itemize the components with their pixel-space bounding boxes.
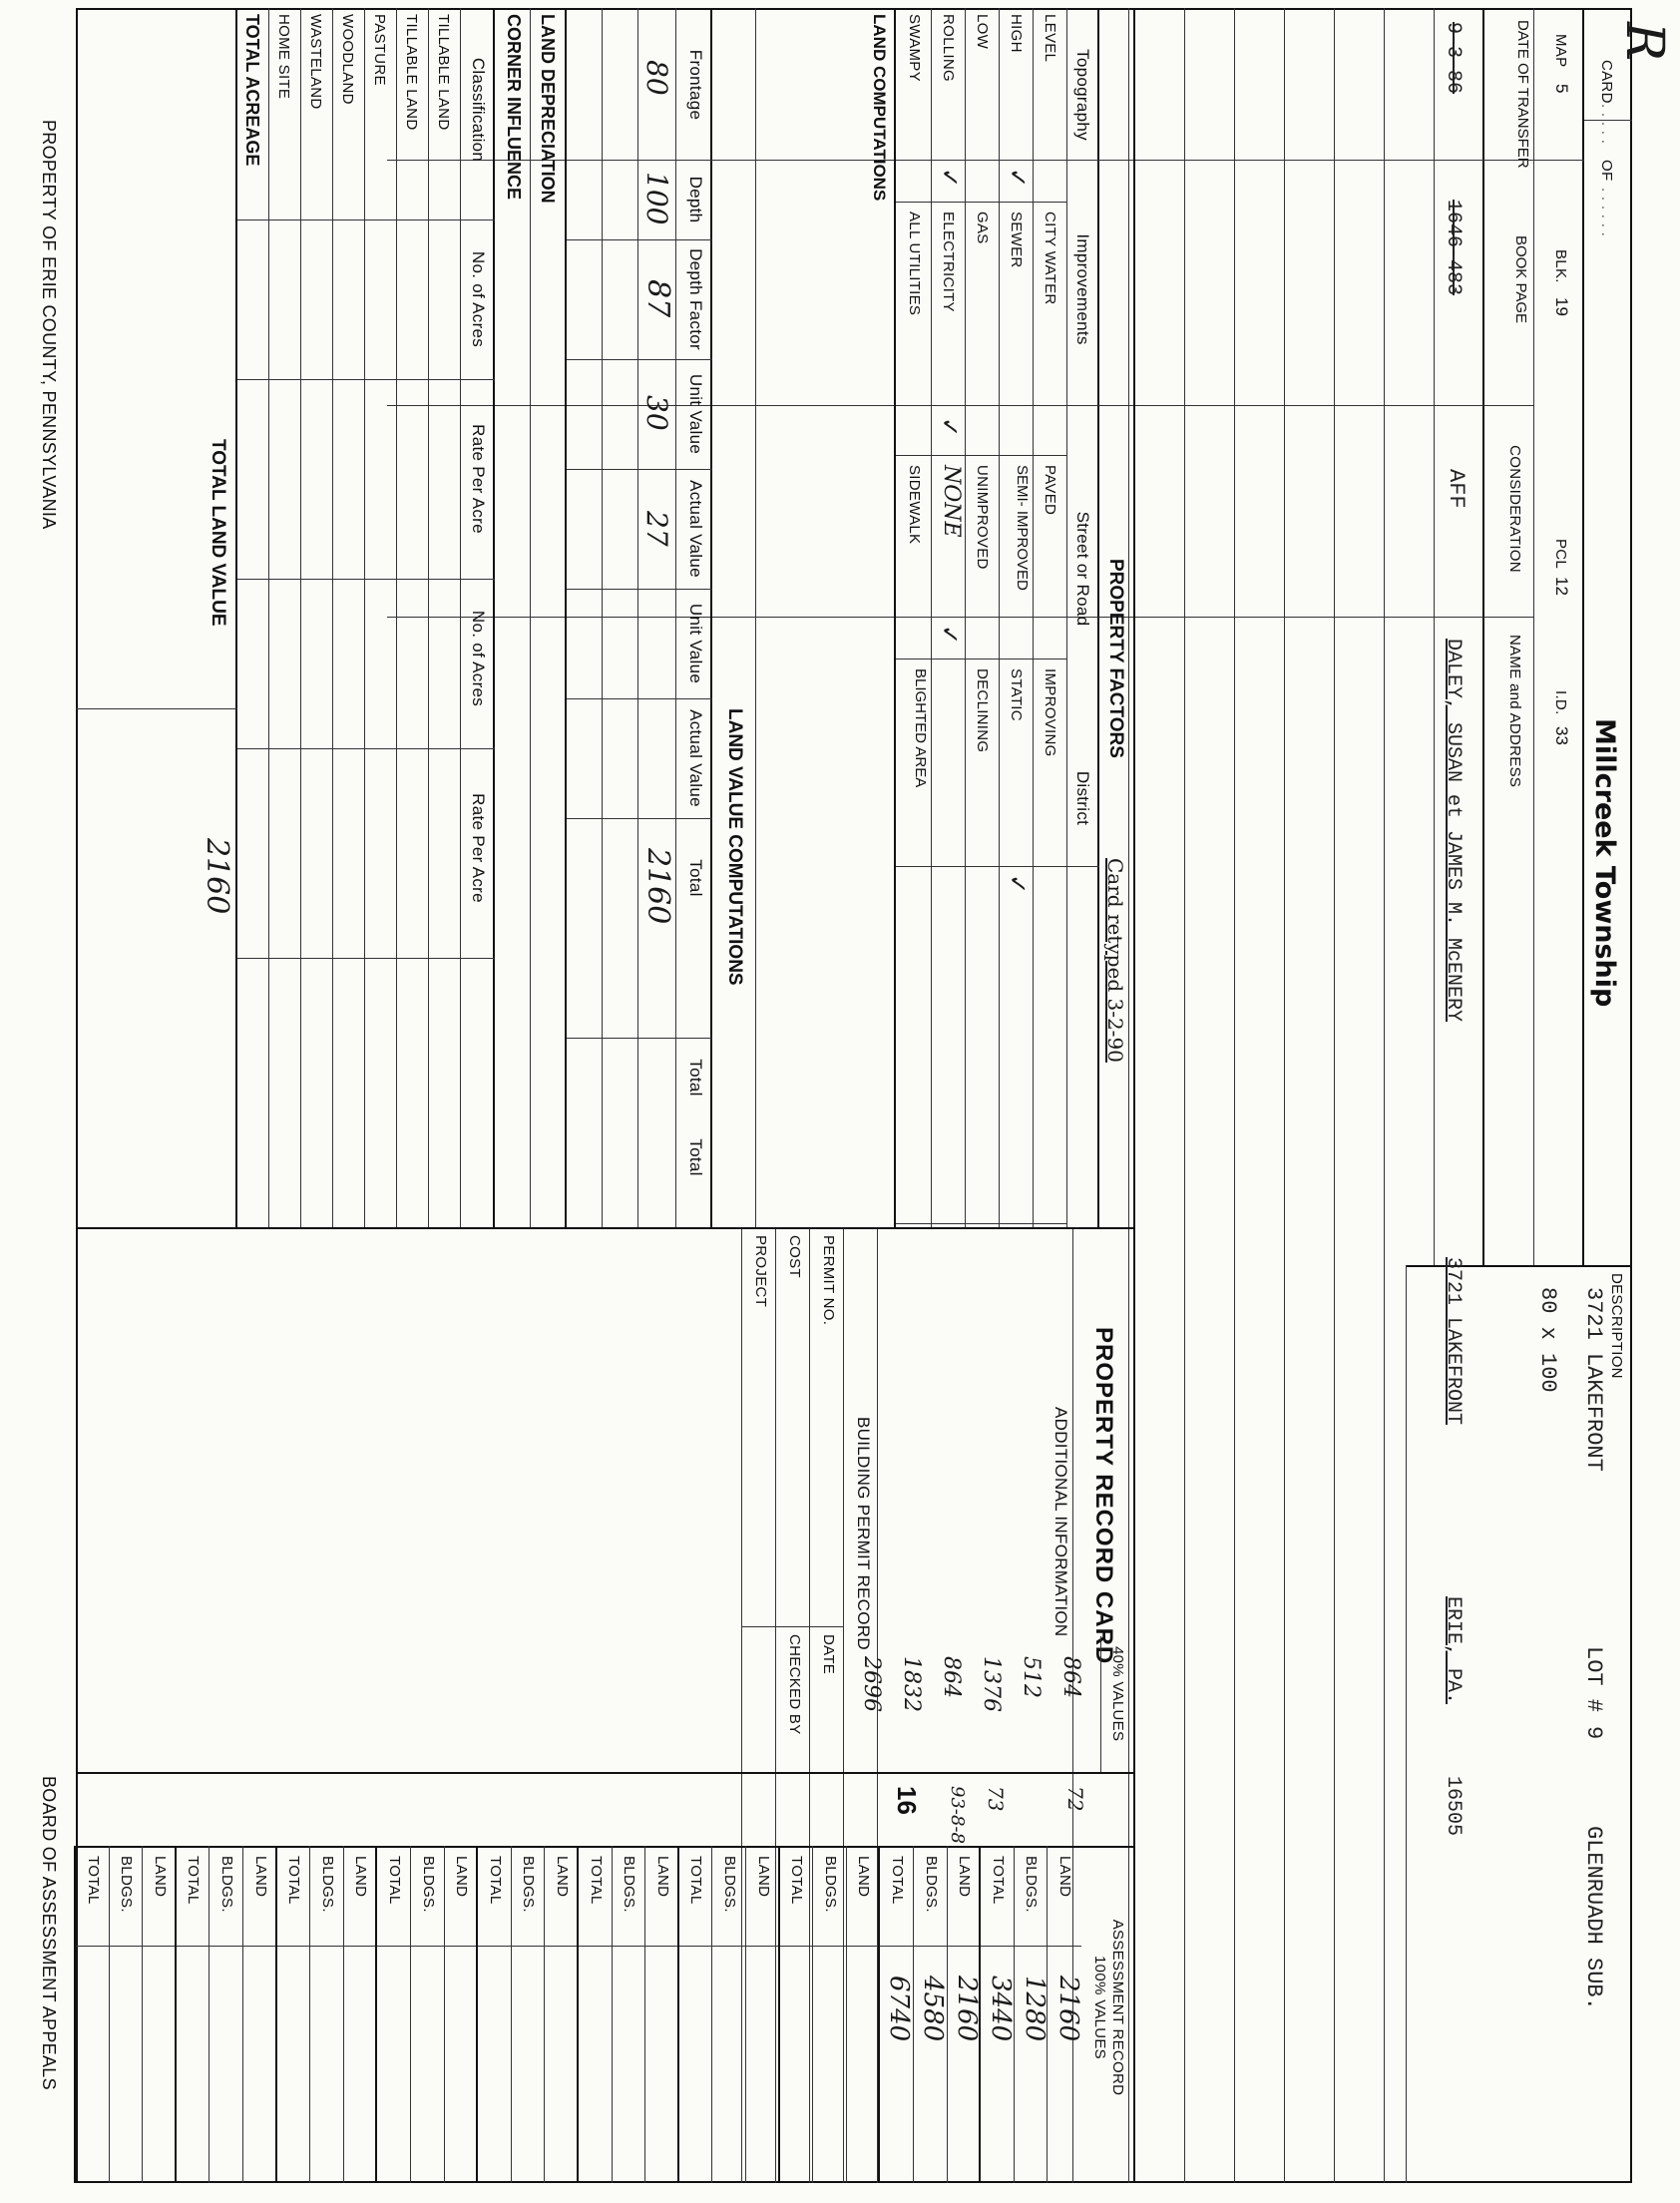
dots-1: . . . . . (1598, 104, 1615, 145)
assessment-title-1: ASSESSMENT RECORD (1109, 1919, 1126, 2096)
street-sidewalk: SIDEWALK (906, 465, 923, 545)
assessment-row-label: TOTAL (889, 1856, 906, 1905)
pcl-value: 12 (1552, 577, 1571, 596)
assessment-row-line (846, 1846, 847, 2183)
assessment-row-label: BLDGS. (821, 1856, 839, 1913)
v40-6: 2696 (859, 1656, 884, 1712)
assessment-row-line (878, 1846, 880, 2183)
assessment-row-line (410, 1846, 411, 2183)
assessment-row-line (577, 1846, 579, 2183)
topo-level: LEVEL (1042, 14, 1058, 63)
assessment-row-label: LAND (151, 1856, 169, 1898)
impr-electricity: ELECTRICITY (940, 212, 957, 312)
assessment-row-label: BLDGS. (621, 1856, 638, 1913)
assessment-row-label: LAND (754, 1856, 772, 1898)
check-electricity: ✓ (936, 417, 964, 438)
assessment-row-line (745, 1846, 746, 2183)
col-unit-value-2: Unit Value (686, 603, 705, 684)
retyped-note: Card retyped 3-2-90 (1103, 858, 1127, 1063)
assessment-row-label: LAND (554, 1856, 571, 1898)
col-depth: Depth (686, 176, 705, 223)
district-improving: IMPROVING (1042, 668, 1058, 757)
assessment-row-label: BLDGS. (118, 1856, 136, 1913)
col-name-address: NAME and ADDRESS (1506, 635, 1523, 788)
total-land-value: 2160 (200, 838, 234, 915)
footer-left: PROPERTY OF ERIE COUNTY, PENNSYLVANIA (39, 120, 59, 530)
assessment-row-label: LAND (855, 1856, 873, 1898)
col-date-of-transfer: DATE OF TRANSFER (1514, 20, 1531, 169)
impr-city-water: CITY WATER (1042, 212, 1058, 305)
col-no-acres-1: No. of Acres (469, 250, 488, 348)
assess-v5: 4580 (918, 1976, 948, 2042)
description-label: DESCRIPTION (1608, 1273, 1625, 1379)
transfer-zip: 16505 (1442, 1776, 1465, 1837)
blk-value: 19 (1552, 297, 1571, 316)
assessment-row-line (375, 1846, 377, 2183)
topo-swampy: SWAMPY (906, 14, 923, 82)
assessment-row-line (343, 1846, 344, 2183)
street-none: NONE (939, 465, 964, 538)
map-value: 5 (1552, 84, 1571, 94)
total-land-value-label: TOTAL LAND VALUE (208, 439, 228, 627)
street-label: Street or Road (1073, 511, 1092, 627)
footer-right: BOARD OF ASSESSMENT APPEALS (39, 1776, 59, 2090)
class-wasteland: WASTELAND (307, 14, 324, 110)
frontage-value: 80 (640, 60, 673, 96)
property-factors-title: PROPERTY FACTORS (1105, 559, 1126, 758)
street-paved: PAVED (1042, 465, 1058, 516)
assessment-row-label: LAND (352, 1856, 370, 1898)
assessment-row-label: TOTAL (989, 1856, 1007, 1905)
impr-sewer: SEWER (1008, 212, 1025, 268)
col-no-acres-2: No. of Acres (469, 610, 488, 707)
assess-v3: 3440 (986, 1976, 1016, 2042)
assessment-row-label: BLDGS. (1023, 1856, 1041, 1913)
land-depreciation-title: LAND DEPRECIATION (538, 14, 558, 204)
additional-info-title: ADDITIONAL INFORMATION (1051, 1407, 1070, 1637)
col-total-2: Total (686, 1059, 705, 1097)
assessment-row-line (711, 1846, 712, 2183)
v40-5: 1832 (899, 1656, 924, 1712)
class-pasture: PASTURE (371, 14, 388, 86)
assessment-row-line (511, 1846, 512, 2183)
id-value: 33 (1552, 726, 1571, 745)
id-label: I.D. (1552, 690, 1569, 715)
assessment-row-line (242, 1846, 243, 2183)
district-blighted-area: BLIGHTED AREA (912, 668, 929, 788)
land-value-computations-title: LAND VALUE COMPUTATIONS (724, 708, 745, 986)
assessment-title-2: 100% VALUES (1091, 1956, 1108, 2059)
class-woodland: WOODLAND (339, 14, 356, 105)
assess-v6: 6740 (884, 1976, 914, 2042)
transfer-city: ERIE, PA. (1442, 1596, 1465, 1705)
col-classification: Classification (469, 57, 488, 163)
topo-high: HIGH (1008, 14, 1025, 53)
assessment-row-label: TOTAL (285, 1856, 303, 1905)
assessment-row-label: BLDGS. (318, 1856, 336, 1913)
topography-label: Topography (1073, 49, 1092, 141)
assessment-row-label: BLDGS. (218, 1856, 235, 1913)
improvements-label: Improvements (1073, 233, 1092, 345)
col-unit-value-1: Unit Value (686, 373, 705, 455)
check-high: ✓ (1004, 168, 1032, 189)
v40-3: 1376 (979, 1656, 1004, 1712)
assessment-row-label: BLDGS. (520, 1856, 538, 1913)
transfer-book-page: 1646-483 (1442, 200, 1465, 296)
class-tillable-2: TILLABLE LAND (403, 14, 420, 131)
assessment-row-label: LAND (1056, 1856, 1073, 1898)
assessment-row-label: BLDGS. (721, 1856, 738, 1913)
corner-influence-title: CORNER INFLUENCE (504, 14, 524, 201)
year-16: 16 (892, 1786, 922, 1815)
assessment-row-label: TOTAL (386, 1856, 403, 1905)
col-actual-value-2: Actual Value (686, 709, 705, 807)
assessment-row-line (544, 1846, 545, 2183)
district-label: District (1073, 770, 1092, 826)
assessment-row-line (309, 1846, 310, 2183)
values40-title: 40% VALUES (1109, 1646, 1126, 1742)
col-total-3: Total (686, 1138, 705, 1176)
depth-value: 100 (640, 172, 673, 225)
district-static: STATIC (1008, 668, 1025, 721)
col-frontage: Frontage (686, 49, 705, 121)
card-title: PROPERTY RECORD CARD (1090, 1327, 1117, 1665)
date-label: DATE (820, 1634, 837, 1675)
year-72: 72 (1063, 1786, 1087, 1812)
check-rolling: ✓ (936, 168, 964, 189)
col-book-page: BOOK PAGE (1512, 234, 1529, 324)
assessment-row-label: TOTAL (587, 1856, 605, 1905)
assessment-row-label: LAND (453, 1856, 471, 1898)
dots-2: . . . . . . (1598, 188, 1615, 237)
year-93: 93-8-8 (947, 1786, 968, 1844)
assessment-row-line (209, 1846, 210, 2183)
class-home-site: HOME SITE (275, 14, 292, 100)
col-actual-value-1: Actual Value (686, 480, 705, 578)
unit-value: 30 (640, 395, 673, 431)
dimensions: 80 x 100 (1535, 1287, 1560, 1393)
assessment-row-line (812, 1846, 813, 2183)
topo-low: LOW (974, 14, 991, 50)
assessment-row-label: LAND (956, 1856, 974, 1898)
year-73: 73 (984, 1786, 1008, 1812)
assessment-row-line (74, 1846, 76, 2183)
assessment-row-label: LAND (251, 1856, 269, 1898)
municipality-name: Millcreek Township (1589, 718, 1620, 1008)
cost-label: COST (786, 1235, 803, 1278)
assessment-row-label: LAND (653, 1856, 671, 1898)
assessment-row-line (109, 1846, 110, 2183)
assessment-row-label: TOTAL (687, 1856, 705, 1905)
class-tillable-1: TILLABLE LAND (435, 14, 452, 131)
transfer-name: DALEY, SUSAN et JAMES M. McENERY (1442, 639, 1465, 1023)
card-label: CARD (1598, 60, 1615, 104)
building-permit-title: BUILDING PERMIT RECORD (854, 1417, 873, 1650)
col-consideration: CONSIDERATION (1506, 445, 1523, 573)
assessment-row-label: TOTAL (788, 1856, 806, 1905)
lot-number: 9 (1581, 1726, 1606, 1740)
assessment-row-line (175, 1846, 177, 2183)
total-acreage-label: TOTAL ACREAGE (242, 14, 262, 167)
check-static: ✓ (1004, 874, 1032, 895)
col-depth-factor: Depth Factor (686, 248, 705, 350)
assessment-row-line (612, 1846, 613, 2183)
depth-factor-value: 87 (640, 279, 675, 318)
check-none: ✓ (936, 625, 964, 646)
impr-gas: GAS (974, 212, 991, 244)
description-line-1: 3721 LAKEFRONT (1581, 1287, 1606, 1472)
transfer-address: 3721 LAKEFRONT (1442, 1257, 1465, 1426)
assessment-row-line (778, 1846, 780, 2183)
col-total-1: Total (686, 859, 705, 897)
assessment-row-line (677, 1846, 679, 2183)
assessment-row-line (142, 1846, 143, 2183)
permit-no-label: PERMIT NO. (820, 1235, 837, 1326)
v40-4: 864 (939, 1656, 964, 1698)
transfer-date: 9-3-86 (1442, 22, 1465, 95)
street-unimproved: UNIMPROVED (974, 465, 991, 570)
card-letter: R (1614, 22, 1674, 62)
assess-v2: 1280 (1020, 1976, 1050, 2042)
assess-v1: 2160 (1053, 1976, 1083, 2042)
of-label: OF (1598, 160, 1615, 182)
checked-by-label: CHECKED BY (786, 1634, 803, 1735)
lot-label: LOT # (1581, 1646, 1606, 1713)
land-computations-title: LAND COMPUTATIONS (870, 14, 889, 202)
district-declining: DECLINING (974, 668, 991, 753)
topo-rolling: ROLLING (940, 14, 957, 82)
assessment-row-label: TOTAL (486, 1856, 504, 1905)
subdivision-name: GLENRUADH SUB. (1581, 1826, 1606, 2010)
land-total-value: 2160 (640, 848, 675, 925)
map-label: MAP (1552, 34, 1569, 68)
assessment-row-label: TOTAL (185, 1856, 203, 1905)
assessment-row-line (275, 1846, 277, 2183)
assessment-row-label: TOTAL (84, 1856, 102, 1905)
v40-1: 864 (1058, 1656, 1083, 1698)
col-rate-per-acre-1: Rate Per Acre (469, 424, 488, 534)
v40-2: 512 (1019, 1656, 1044, 1698)
assessment-row-line (644, 1846, 645, 2183)
assessment-row-line (476, 1846, 478, 2183)
assessment-row-line (444, 1846, 445, 2183)
impr-all-utilities: ALL UTILITIES (906, 212, 923, 316)
transfer-consideration: AFF (1444, 469, 1469, 509)
assess-v4: 2160 (952, 1976, 982, 2042)
blk-label: BLK. (1552, 249, 1569, 283)
actual-value: 27 (640, 511, 673, 547)
pcl-label: PCL (1552, 539, 1569, 570)
col-rate-per-acre-2: Rate Per Acre (469, 793, 488, 903)
project-label: PROJECT (752, 1235, 769, 1308)
street-semi-improved: SEMI- IMPROVED (1014, 465, 1031, 591)
assessment-row-label: BLDGS. (419, 1856, 437, 1913)
assessment-row-label: BLDGS. (922, 1856, 940, 1913)
